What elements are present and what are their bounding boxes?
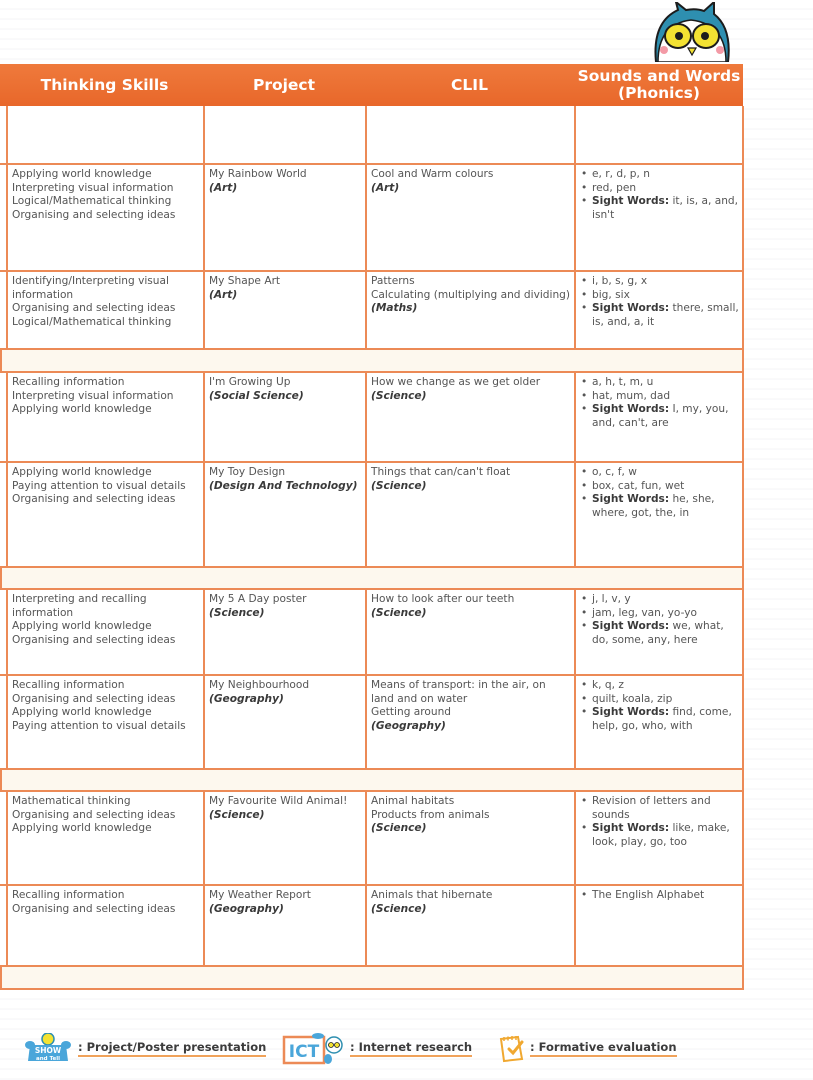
sight-words-item	[580, 493, 739, 520]
clil-topic: How we change as we get older	[371, 376, 541, 388]
sight-words-list: we, what, do, some, any, here	[592, 620, 724, 646]
thinking-skill-item: Paying attention to visual details	[12, 719, 186, 732]
sight-words-item	[580, 195, 739, 222]
phonics-item: • j, l, v, y	[580, 593, 739, 607]
thinking-skill-item: Recalling information	[12, 679, 125, 691]
phonics-list	[580, 275, 739, 329]
thinking-skill-item: Interpreting visual information	[12, 181, 174, 194]
unit-separator	[0, 568, 744, 590]
clil-topic: Getting around	[371, 706, 452, 719]
phonics-item: • box, cat, fun, wet	[580, 480, 739, 494]
phonics-item: • hat, mum, dad	[580, 390, 739, 404]
project-title: My 5 A Day poster	[209, 593, 307, 605]
phonics-cell	[574, 886, 744, 965]
phonics-cell	[574, 463, 744, 566]
project-cell	[203, 106, 365, 163]
legend-ict-label: : Internet research	[350, 1040, 472, 1057]
project-subject: (Geography)	[209, 692, 284, 705]
show-and-tell-icon	[24, 1033, 74, 1063]
project-cell	[203, 373, 365, 461]
thinking-skills-cell	[6, 165, 203, 270]
clil-topic: Cool and Warm colours	[371, 168, 494, 180]
thinking-skill-item: Mathematical thinking	[12, 795, 131, 807]
legend-show-and-tell-label: : Project/Poster presentation	[78, 1040, 266, 1057]
project-cell	[203, 676, 365, 768]
clil-cell	[365, 590, 574, 674]
legend-formative-label: : Formative evaluation	[530, 1040, 677, 1057]
thinking-skill-item: Applying world knowledge	[12, 466, 152, 478]
sight-words-label: Sight Words:	[592, 403, 670, 416]
table-row	[0, 590, 744, 676]
sight-words-list: like, make, look, play, go, too	[592, 822, 730, 848]
clil-topic: Calculating (multiplying and dividing)	[371, 288, 571, 301]
project-cell	[203, 792, 365, 884]
clil-topic: Animal habitats	[371, 795, 455, 807]
clil-subject: (Science)	[371, 389, 427, 402]
project-subject: (Geography)	[209, 902, 284, 915]
thinking-skill-item: Applying world knowledge	[12, 168, 152, 180]
clil-cell	[365, 676, 574, 768]
svg-text:SHOW: SHOW	[34, 1046, 62, 1055]
phonics-cell	[574, 165, 744, 270]
phonics-item: • Revision of letters and sounds	[580, 795, 739, 822]
phonics-item: • quilt, koala, zip	[580, 693, 739, 707]
phonics-cell	[574, 272, 744, 348]
project-title: My Toy Design	[209, 466, 286, 478]
project-title: My Weather Report	[209, 889, 311, 901]
sight-words-label: Sight Words:	[592, 822, 670, 835]
thinking-skill-item: Organising and selecting ideas	[12, 208, 176, 221]
clil-subject: (Science)	[371, 822, 427, 835]
project-subject: (Science)	[209, 808, 265, 821]
unit-separator	[0, 770, 744, 792]
thinking-skill-item: Applying world knowledge	[12, 706, 152, 719]
thinking-skill-item: Logical/Mathematical thinking	[12, 315, 172, 328]
clil-subject: (Science)	[371, 902, 427, 915]
project-subject: (Social Science)	[209, 389, 304, 402]
project-title: I'm Growing Up	[209, 376, 291, 388]
phonics-cell	[574, 373, 744, 461]
thinking-skill-item: Organising and selecting ideas	[12, 808, 176, 821]
thinking-skill-item: Organising and selecting ideas	[12, 493, 176, 506]
phonics-cell	[574, 676, 744, 768]
clil-subject: (Science)	[371, 479, 427, 492]
phonics-item: • o, c, f, w	[580, 466, 739, 480]
thinking-skill-item: Interpreting visual information	[12, 389, 174, 402]
thinking-skills-cell	[6, 676, 203, 768]
header-clil: CLIL	[451, 75, 488, 94]
clil-topic: How to look after our teeth	[371, 593, 515, 605]
clil-topic: Animals that hibernate	[371, 889, 493, 901]
phonics-cell	[574, 106, 744, 163]
phonics-item: • e, r, d, p, n	[580, 168, 739, 182]
sight-words-list: it, is, a, and, isn't	[592, 195, 739, 221]
sight-words-item	[580, 706, 739, 733]
thinking-skill-item: Recalling information	[12, 889, 125, 901]
thinking-skill-item: Applying world knowledge	[12, 620, 152, 633]
thinking-skill-item: Applying world knowledge	[12, 822, 152, 835]
project-cell	[203, 886, 365, 965]
clil-cell	[365, 106, 574, 163]
sight-words-label: Sight Words:	[592, 493, 670, 506]
sight-words-label: Sight Words:	[592, 706, 670, 719]
thinking-skill-item: Organising and selecting ideas	[12, 692, 176, 705]
sight-words-label: Sight Words:	[592, 302, 670, 315]
phonics-cell	[574, 590, 744, 674]
thinking-skill-item: Organising and selecting ideas	[12, 902, 176, 915]
thinking-skill-item: Organising and selecting ideas	[12, 302, 176, 315]
phonics-item: • The English Alphabet	[580, 889, 739, 903]
header-phonics-line2: (Phonics)	[618, 84, 700, 102]
unit-separator	[0, 350, 744, 373]
thinking-skills-cell	[6, 272, 203, 348]
clil-subject: (Art)	[371, 181, 400, 194]
phonics-item: • red, pen	[580, 182, 739, 196]
legend-ict	[282, 1028, 472, 1068]
sight-words-label: Sight Words:	[592, 195, 670, 208]
table-row	[0, 463, 744, 568]
thinking-skills-cell	[6, 792, 203, 884]
sight-words-list: there, small, is, and, a, it	[592, 302, 739, 328]
project-title: My Favourite Wild Animal!	[209, 795, 348, 807]
thinking-skill-item: Organising and selecting ideas	[12, 633, 176, 646]
svg-text:and Tell: and Tell	[35, 1056, 61, 1062]
header-thinking-skills: Thinking Skills	[40, 75, 169, 94]
project-title: My Rainbow World	[209, 168, 307, 180]
clil-cell	[365, 792, 574, 884]
header-phonics	[574, 64, 744, 106]
sight-words-item	[580, 403, 739, 430]
owl-mascot-icon	[648, 2, 734, 62]
phonics-list	[580, 376, 739, 430]
thinking-skill-item: Identifying/Interpreting visual information	[12, 275, 169, 301]
phonics-list	[580, 168, 739, 222]
clil-subject: (Geography)	[371, 719, 446, 732]
sight-words-item	[580, 822, 739, 849]
table-row	[0, 165, 744, 272]
sight-words-item	[580, 302, 739, 329]
clil-topic: Patterns	[371, 275, 415, 287]
table-header	[0, 64, 743, 106]
project-subject: (Art)	[209, 181, 238, 194]
thinking-skill-item: Applying world knowledge	[12, 403, 152, 416]
thinking-skills-cell	[6, 463, 203, 566]
project-cell	[203, 463, 365, 566]
table-row	[0, 106, 744, 165]
phonics-item: • jam, leg, van, yo-yo	[580, 607, 739, 621]
thinking-skills-cell	[6, 590, 203, 674]
project-cell	[203, 272, 365, 348]
project-subject: (Design And Technology)	[209, 479, 358, 492]
table-row	[0, 792, 744, 886]
header-phonics-line1: Sounds and Words	[577, 67, 741, 85]
phonics-list	[580, 466, 739, 520]
table-row	[0, 373, 744, 463]
clil-cell	[365, 165, 574, 270]
clil-topic: Products from animals	[371, 808, 490, 821]
clil-cell	[365, 886, 574, 965]
phonics-list	[580, 889, 739, 903]
clil-topic: Means of transport: in the air, on land and on water	[371, 679, 546, 705]
clil-cell	[365, 463, 574, 566]
clil-cell	[365, 272, 574, 348]
phonics-list	[580, 593, 739, 647]
project-subject: (Science)	[209, 606, 265, 619]
table-row	[0, 676, 744, 770]
thinking-skills-cell	[6, 886, 203, 965]
svg-text:ICT: ICT	[288, 1042, 320, 1062]
thinking-skill-item: Paying attention to visual details	[12, 479, 186, 492]
phonics-cell	[574, 792, 744, 884]
project-cell	[203, 590, 365, 674]
phonics-item: • big, six	[580, 289, 739, 303]
phonics-item: • i, b, s, g, x	[580, 275, 739, 289]
legend-formative	[498, 1028, 677, 1068]
clil-topic: Things that can/can't float	[371, 466, 511, 478]
phonics-item: • a, h, t, m, u	[580, 376, 739, 390]
sight-words-item	[580, 620, 739, 647]
phonics-list	[580, 679, 739, 733]
project-title: My Neighbourhood	[209, 679, 310, 691]
formative-evaluation-icon	[498, 1033, 526, 1063]
header-project: Project	[252, 75, 316, 94]
clil-subject: (Science)	[371, 606, 427, 619]
project-subject: (Art)	[209, 288, 238, 301]
unit-separator	[0, 967, 744, 990]
clil-cell	[365, 373, 574, 461]
phonics-list	[580, 795, 739, 849]
thinking-skill-item: Logical/Mathematical thinking	[12, 195, 172, 208]
thinking-skills-cell	[6, 106, 203, 163]
ict-icon	[282, 1031, 346, 1065]
thinking-skill-item: Interpreting and recalling information	[12, 593, 147, 619]
sight-words-list: find, come, help, go, who, with	[592, 706, 732, 732]
thinking-skill-item: Recalling information	[12, 376, 125, 388]
clil-subject: (Maths)	[371, 302, 418, 315]
sight-words-label: Sight Words:	[592, 620, 670, 633]
sight-words-list: he, she, where, got, the, in	[592, 493, 715, 519]
table-row	[0, 886, 744, 967]
legend	[0, 1028, 813, 1068]
table-row	[0, 272, 744, 350]
thinking-skills-cell	[6, 373, 203, 461]
project-cell	[203, 165, 365, 270]
legend-show-and-tell	[24, 1028, 266, 1068]
sight-words-list: I, my, you, and, can't, are	[592, 403, 729, 429]
project-title: My Shape Art	[209, 275, 281, 287]
phonics-item: • k, q, z	[580, 679, 739, 693]
